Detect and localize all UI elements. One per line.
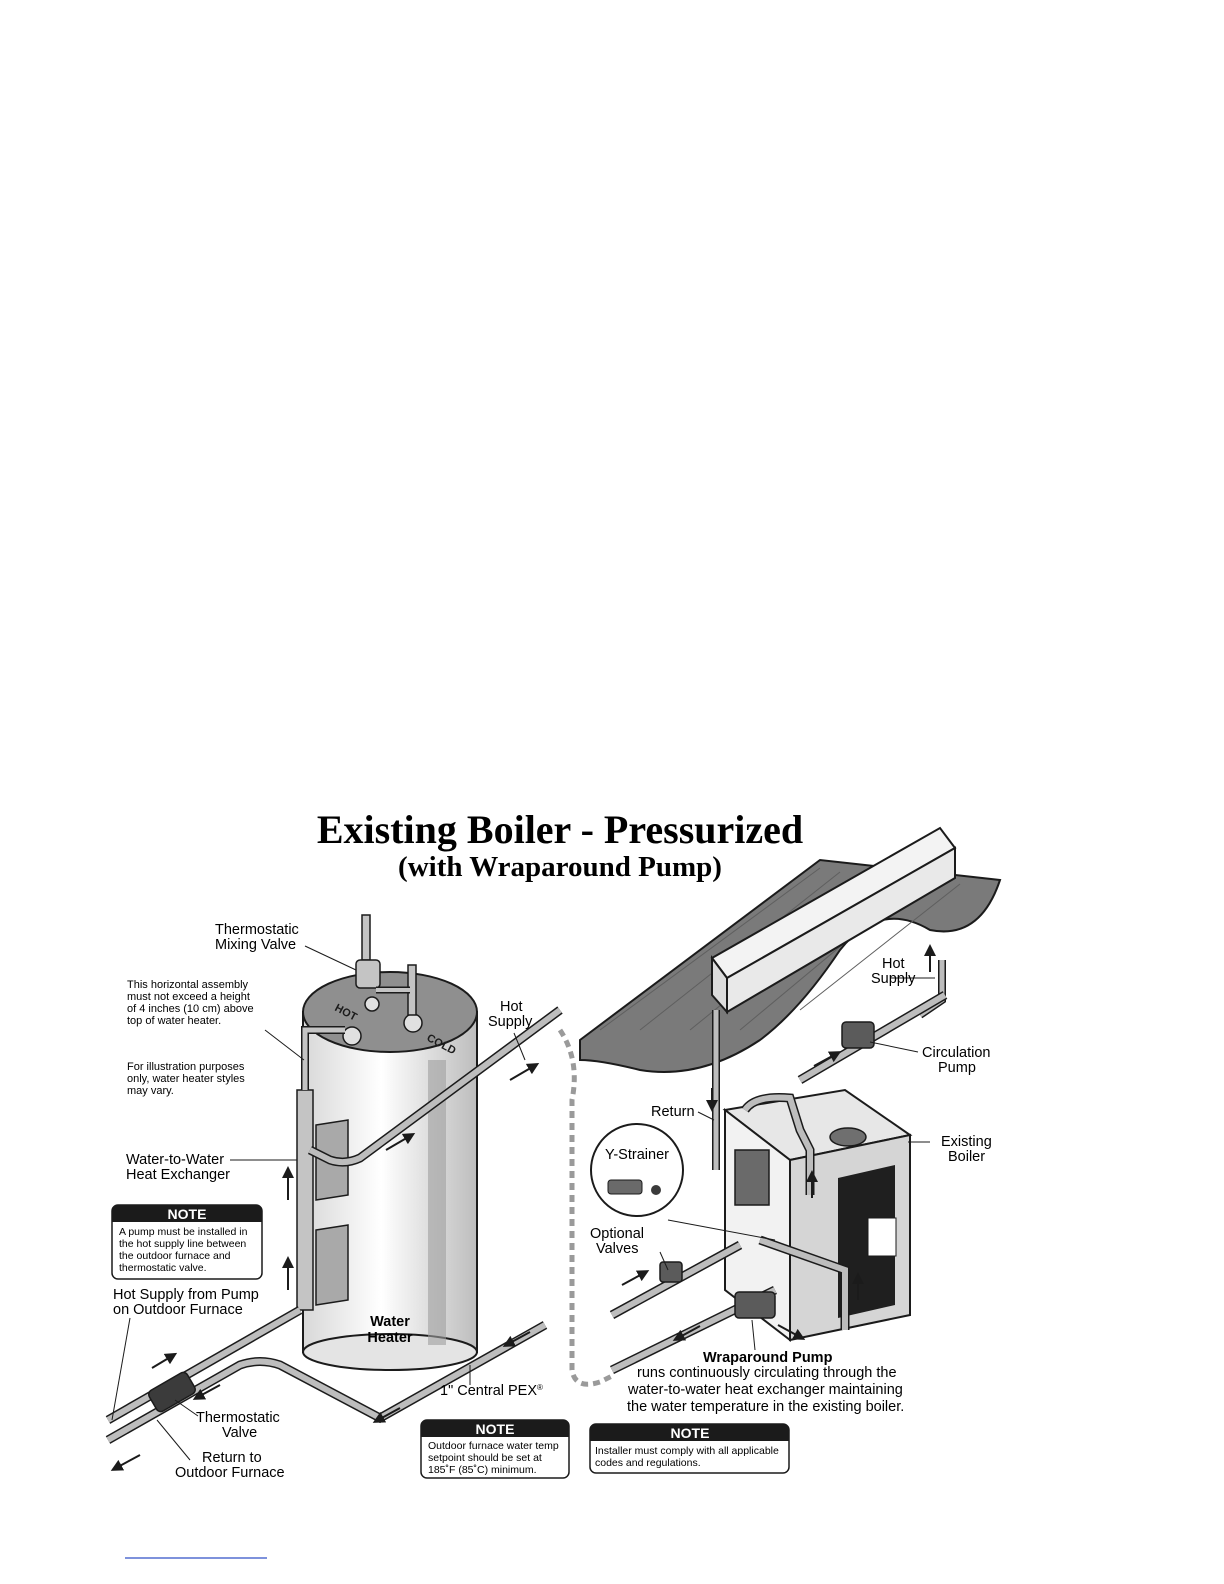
hot-supply-right-label-2: Supply [871,971,916,987]
hot-supply-left-label-2: Supply [488,1014,533,1030]
note-line: setpoint should be set at [428,1452,542,1464]
optional-valves-label-1: Optional [590,1226,645,1242]
heater-lower-panel [316,1225,348,1305]
flow-arrow [622,1273,644,1285]
wraparound-desc-2: water-to-water heat exchanger maintaining [628,1382,903,1398]
heat-exchanger-label-1: Water-to-Water [126,1152,225,1168]
note-heading: NOTE [167,1206,207,1222]
note-line: A pump must be installed in [119,1226,248,1238]
note-line: Installer must comply with all applicable [595,1445,779,1457]
mixing-valve-label-2: Mixing Valve [215,937,297,953]
assembly-note-4: top of water heater. [127,1015,222,1027]
note-box-codes [590,1424,789,1473]
note-line: thermostatic valve. [119,1262,207,1274]
y-strainer-callout [591,1124,683,1216]
illustration-note-1: For illustration purposes [127,1061,245,1073]
thermostatic-valve-label-2: Valve [222,1425,258,1441]
return-label: Return [651,1104,695,1120]
hot-supply-left-label-1: Hot [500,999,523,1015]
illustration-note-3: may vary. [127,1085,174,1097]
note-heading: NOTE [670,1425,710,1441]
assembly-note-1: This horizontal assembly [127,979,249,991]
optional-valves-label-2: Valves [596,1241,639,1257]
hot-supply-pump-label-2: on Outdoor Furnace [113,1302,243,1318]
note-line: 185˚F (85˚C) minimum. [428,1464,537,1476]
note-line: the outdoor furnace and [119,1250,231,1262]
flow-arrow [116,1455,140,1468]
existing-boiler-label-2: Boiler [948,1149,986,1165]
circulation-pump-label-2: Pump [938,1060,976,1076]
hot-supply-pump-label-1: Hot Supply from Pump [113,1287,259,1303]
note-heading: NOTE [475,1421,515,1437]
cold-tag: COLD [424,1032,458,1058]
y-strainer [660,1262,682,1282]
boiler-flue [830,1128,866,1146]
existing-boiler-label-1: Existing [941,1134,992,1150]
y-strainer-label: Y-Strainer [605,1147,669,1163]
diagram-title: Existing Boiler - Pressurized [316,807,804,852]
water-heater-label-1: Water [370,1314,410,1330]
flow-arrow [510,1066,534,1080]
note-line: the hot supply line between [119,1238,247,1250]
circulation-pump-label-1: Circulation [922,1045,991,1061]
hot-supply-right-label-1: Hot [882,956,905,972]
circulation-pump [800,995,945,1080]
thermostatic-valve-label-1: Thermostatic [196,1410,280,1426]
note-box-setpoint [421,1420,569,1478]
illustration-note-2: only, water heater styles [127,1073,245,1085]
assembly-note-3: of 4 inches (10 cm) above [127,1003,254,1015]
mixing-valve-label-1: Thermostatic [215,922,299,938]
wraparound-desc-3: the water temperature in the existing boiler. [627,1399,905,1415]
diagram-subtitle: (with Wraparound Pump) [398,851,722,883]
heater-top [303,972,477,1052]
return-outdoor-label-2: Outdoor Furnace [175,1465,285,1481]
wraparound-desc-1: runs continuously circulating through the [637,1365,897,1381]
flow-arrow [152,1356,172,1368]
central-pex-label: 1" Central PEX® [440,1383,543,1399]
wraparound-pump-title: Wraparound Pump [703,1350,833,1366]
water-heater-label-2: Heater [367,1330,413,1346]
plate-heat-exchanger [735,1150,769,1205]
note-box-pump [112,1205,262,1279]
assembly-note-2: must not exceed a height [127,991,250,1003]
return-outdoor-label-1: Return to [202,1450,262,1466]
hot-tag: HOT [332,1002,359,1024]
heat-exchanger-label-2: Heat Exchanger [126,1167,230,1183]
wraparound-pump [735,1292,775,1318]
note-line: codes and regulations. [595,1457,701,1469]
central-pex-dashed [560,1030,612,1384]
note-line: Outdoor furnace water temp [428,1440,559,1452]
